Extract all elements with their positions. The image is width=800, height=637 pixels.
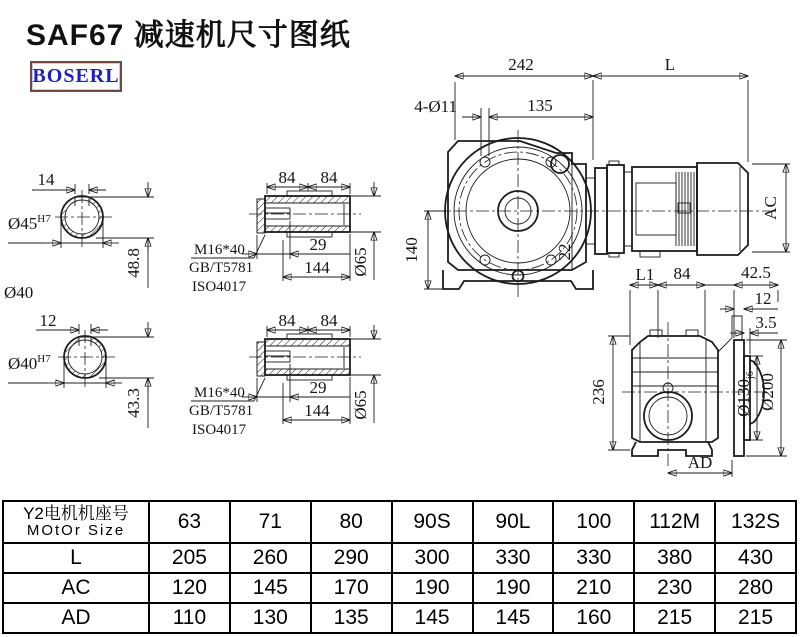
motor-size-header-en: MOtOr Size — [26, 521, 126, 539]
table-cell: 145 — [392, 603, 473, 633]
motor-size-col: 63 — [149, 501, 230, 543]
dim-84-right-label: 84 — [320, 168, 338, 187]
dim-d200-label: Ø200 — [758, 373, 777, 411]
dim-242-label: 242 — [508, 55, 534, 74]
brand-logo-text: BOSERL — [32, 65, 120, 87]
dim-42-5-label: 42.5 — [741, 263, 771, 282]
dim-d65-label: Ø65 — [351, 390, 370, 420]
shaft-d40-label: Ø40 — [4, 283, 34, 302]
shaft-section-a — [4, 170, 154, 302]
bolt-spec-label: M16*40 — [194, 385, 245, 401]
bolt-std-iso-label: ISO4017 — [192, 279, 247, 295]
table-cell: 160 — [553, 603, 634, 633]
table-cell: 110 — [149, 603, 230, 633]
table-cell: 135 — [311, 603, 392, 633]
shaft-b-bore-label: $Ø40^{H7}$ — [8, 353, 51, 373]
table-cell: 260 — [230, 543, 311, 573]
dim-84-right-label: 84 — [320, 311, 338, 330]
motor-size-col: 90S — [392, 501, 473, 543]
table-cell: 430 — [715, 543, 796, 573]
motor-size-header-cell — [3, 501, 149, 543]
motor-size-col: 90L — [473, 501, 554, 543]
dim-84-left-label: 84 — [278, 168, 296, 187]
dim-d130-label: $Ø130_{j6}$ — [734, 371, 756, 417]
dim-4xd11-label: 4-Ø11 — [414, 97, 457, 116]
dim-84-label: 84 — [673, 264, 691, 283]
table-cell: 190 — [473, 573, 554, 603]
motor-size-table — [2, 500, 797, 634]
dim-48-8-label: 48.8 — [124, 248, 143, 278]
table-cell: 145 — [230, 573, 311, 603]
bolt-std-gb-label: GB/T5781 — [189, 260, 254, 276]
table-cell: 145 — [473, 603, 554, 633]
dim-140-label: 140 — [402, 237, 421, 263]
motor-size-col: 112M — [634, 501, 715, 543]
dim-14-label: 14 — [37, 170, 55, 189]
bolt-std-gb-label: GB/T5781 — [189, 403, 254, 419]
hollow-shaft-bottom — [189, 311, 381, 438]
table-cell: 210 — [553, 573, 634, 603]
table-cell: 215 — [634, 603, 715, 633]
dim-144-label: 144 — [304, 401, 330, 420]
row-label: L — [3, 543, 149, 573]
table-cell: 190 — [392, 573, 473, 603]
motor-size-col: 80 — [311, 501, 392, 543]
table-cell: 380 — [634, 543, 715, 573]
dim-43-3-label: 43.3 — [124, 388, 143, 418]
dim-l1-label: L1 — [635, 265, 655, 284]
motor-size-col: 100 — [553, 501, 634, 543]
bolt-spec-label: M16*40 — [194, 242, 245, 258]
dim-22-label: 22 — [555, 243, 574, 261]
dim-12-label: 12 — [754, 289, 772, 308]
shaft-a-bore-label: $Ø45^{H7}$ — [8, 213, 51, 233]
row-label: AD — [3, 603, 149, 633]
dim-144-label: 144 — [304, 258, 330, 277]
dim-29-label: 29 — [309, 235, 327, 254]
table-header-row — [3, 501, 796, 543]
dim-3-5-label: 3.5 — [755, 313, 777, 332]
table-cell: 300 — [392, 543, 473, 573]
dim-84-left-label: 84 — [278, 311, 296, 330]
table-cell: 230 — [634, 573, 715, 603]
dim-236-label: 236 — [589, 379, 608, 405]
table-cell: 205 — [149, 543, 230, 573]
page-title: SAF67 减速机尺寸图纸 — [26, 19, 351, 52]
dim-ad-label: AD — [687, 453, 713, 472]
motor-size-header-cn: Y2电机机座号 — [23, 503, 129, 523]
dim-l-label: L — [664, 55, 676, 74]
table-row-ac — [3, 573, 796, 603]
bolt-std-iso-label: ISO4017 — [192, 422, 247, 438]
table-cell: 280 — [715, 573, 796, 603]
table-cell: 290 — [311, 543, 392, 573]
side-view — [589, 263, 787, 477]
table-cell: 120 — [149, 573, 230, 603]
table-cell: 130 — [230, 603, 311, 633]
table-cell: 215 — [715, 603, 796, 633]
dim-29-label: 29 — [309, 378, 327, 397]
table-row-l — [3, 543, 796, 573]
dim-ac-label: AC — [761, 196, 780, 220]
front-view — [402, 55, 790, 300]
table-cell: 170 — [311, 573, 392, 603]
dim-135-label: 135 — [527, 96, 553, 115]
table-cell: 330 — [473, 543, 554, 573]
dim-d65-label: Ø65 — [351, 247, 370, 277]
shaft-section-b — [8, 311, 154, 428]
table-cell: 330 — [553, 543, 634, 573]
hollow-shaft-top — [189, 168, 381, 295]
dim-12-label: 12 — [39, 311, 57, 330]
table-row-ad — [3, 603, 796, 633]
motor-size-col: 132S — [715, 501, 796, 543]
row-label: AC — [3, 573, 149, 603]
motor-size-col: 71 — [230, 501, 311, 543]
